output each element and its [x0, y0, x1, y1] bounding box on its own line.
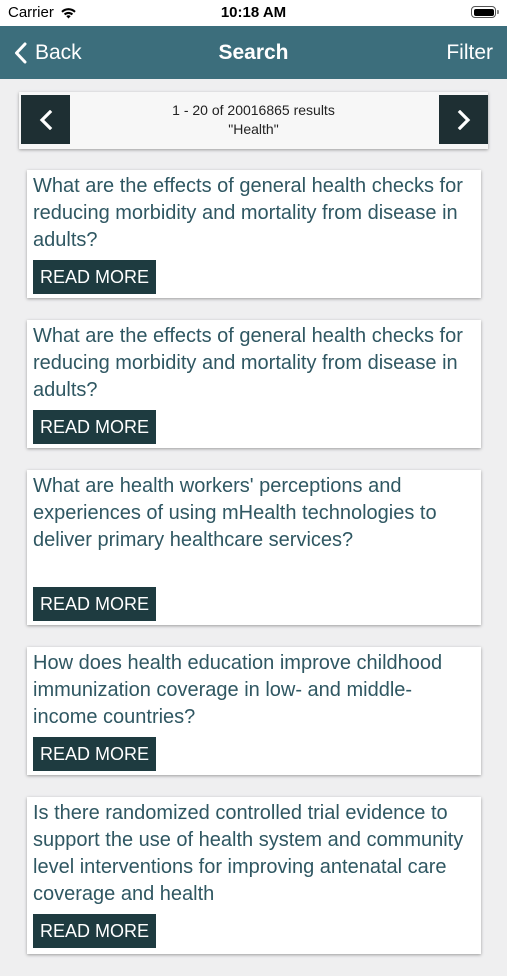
- result-card: [27, 647, 481, 775]
- results-summary: [79, 101, 428, 139]
- battery-icon: [471, 6, 496, 18]
- page-title: Search: [218, 41, 289, 64]
- back-button[interactable]: [14, 26, 82, 79]
- read-more-button[interactable]: READ MORE: [33, 914, 156, 948]
- chevron-right-icon: [457, 110, 471, 130]
- carrier-label: Carrier: [8, 4, 54, 21]
- results-list: [27, 170, 481, 976]
- result-title[interactable]: What are the effects of general health checks for reducing morbidity and mortality from disease in adults?: [33, 175, 463, 251]
- status-time: 10:18 AM: [220, 4, 287, 21]
- read-more-button[interactable]: READ MORE: [33, 410, 156, 444]
- navigation-bar: [0, 26, 507, 79]
- read-more-button[interactable]: READ MORE: [33, 737, 156, 771]
- back-label: Back: [35, 40, 82, 64]
- filter-button[interactable]: Filter: [446, 41, 493, 64]
- search-query: "Health": [228, 121, 279, 137]
- result-card: [27, 797, 481, 954]
- result-title[interactable]: How does health education improve childhood immunization coverage in low- and middle-income countries?: [33, 652, 443, 728]
- chevron-left-icon: [14, 42, 27, 64]
- status-bar: [0, 0, 507, 26]
- result-card: [27, 320, 481, 448]
- read-more-button[interactable]: READ MORE: [33, 260, 156, 294]
- result-card: [27, 170, 481, 298]
- next-page-button[interactable]: [439, 95, 488, 144]
- results-pager: [19, 92, 488, 149]
- result-title[interactable]: Is there randomized controlled trial evidence to support the use of health system and community level interventions for improving antenatal care coverage and health: [33, 802, 464, 905]
- result-card: [27, 470, 481, 625]
- results-range: 1 - 20 of 20016865 results: [172, 102, 335, 118]
- read-more-button[interactable]: READ MORE: [33, 587, 156, 621]
- chevron-left-icon: [39, 110, 53, 130]
- result-title[interactable]: What are the effects of general health checks for reducing morbidity and mortality from disease in adults?: [33, 325, 463, 401]
- previous-page-button[interactable]: [21, 95, 70, 144]
- result-title[interactable]: What are health workers' perceptions and experiences of using mHealth technologies to deliver primary healthcare services?: [33, 475, 437, 551]
